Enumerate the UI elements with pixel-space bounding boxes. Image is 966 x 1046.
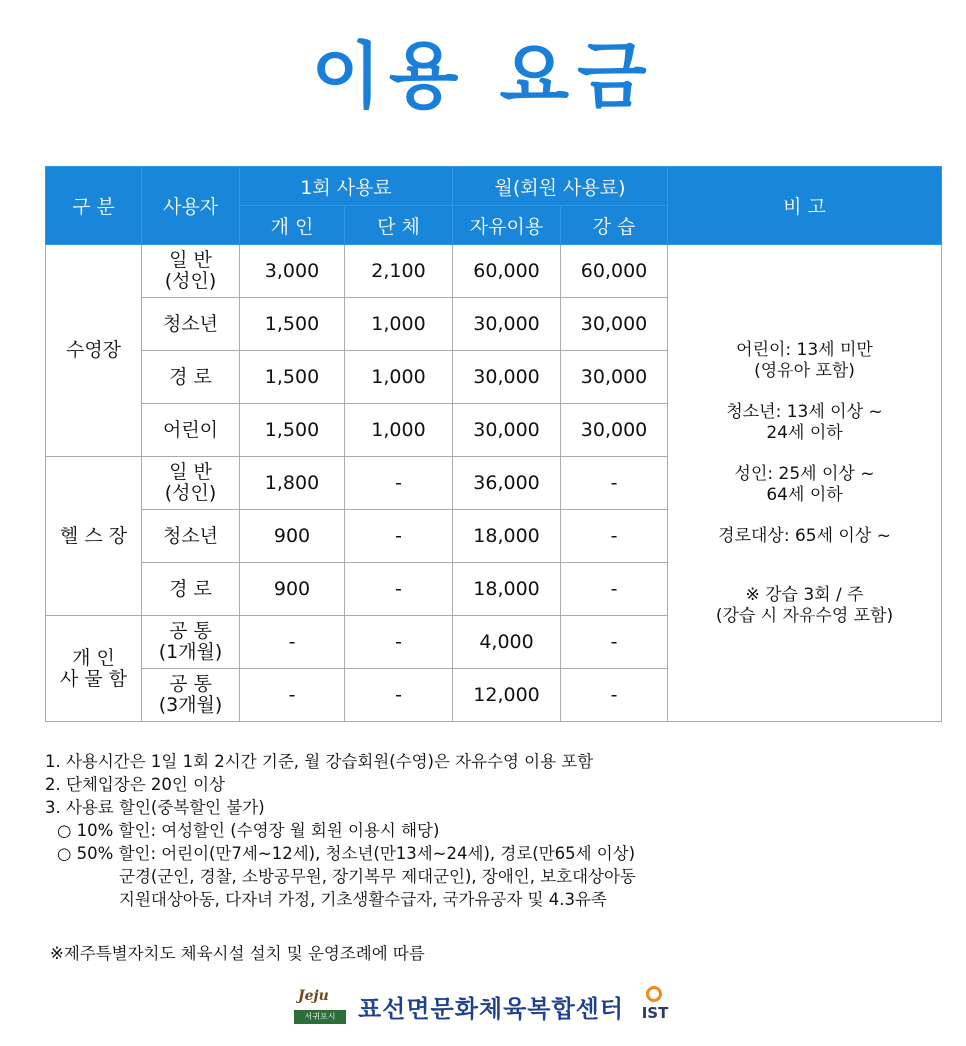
free-use-fee: 18,000 — [453, 563, 561, 616]
discount-50: ○ 50% 할인: 어린이(만7세~12세), 청소년(만13세~24세), 경로(만65세 이상) — [57, 844, 636, 863]
note-group-entry: 2. 단체입장은 20인 이상 — [45, 775, 225, 794]
group-fee: 2,100 — [345, 245, 453, 298]
fee-table — [45, 166, 942, 722]
individual-fee: - — [240, 669, 345, 722]
group-fee: 1,000 — [345, 404, 453, 457]
discount-10: ○ 10% 할인: 여성할인 (수영장 월 회원 이용시 해당) — [57, 821, 440, 840]
header-single-use: 1회 사용료 — [240, 167, 453, 206]
lesson-fee: 30,000 — [561, 351, 668, 404]
individual-fee: 1,500 — [240, 404, 345, 457]
user-cell: 어린이 — [142, 404, 240, 457]
user-cell: 공 통 (1개월) — [142, 616, 240, 669]
discount-50-cont2: 지원대상아동, 다자녀 가정, 기초생활수급자, 국가유공자 및 4.3유족 — [119, 890, 607, 909]
lesson-fee: 60,000 — [561, 245, 668, 298]
section-pool: 수영장 — [46, 245, 142, 457]
group-fee: - — [345, 669, 453, 722]
group-fee: 1,000 — [345, 351, 453, 404]
header-individual: 개 인 — [240, 206, 345, 245]
individual-fee: 1,500 — [240, 351, 345, 404]
group-fee: 1,000 — [345, 298, 453, 351]
group-fee: - — [345, 457, 453, 510]
remark-child: 어린이: 13세 미만 (영유아 포함) — [736, 339, 873, 381]
remark-lesson: ※ 강습 3회 / 주 (강습 시 자유수영 포함) — [715, 584, 894, 626]
individual-fee: 3,000 — [240, 245, 345, 298]
free-use-fee: 60,000 — [453, 245, 561, 298]
individual-fee: - — [240, 616, 345, 669]
free-use-fee: 36,000 — [453, 457, 561, 510]
individual-fee: 900 — [240, 563, 345, 616]
user-cell: 경 로 — [142, 351, 240, 404]
user-cell: 공 통 (3개월) — [142, 669, 240, 722]
footnotes — [45, 750, 945, 911]
remark-senior: 경로대상: 65세 이상 ~ — [718, 525, 891, 546]
jeju-logo: Jeju 서귀포시 — [294, 988, 346, 1024]
table-row — [46, 245, 942, 298]
header-lesson: 강 습 — [561, 206, 668, 245]
remarks-cell — [668, 245, 942, 722]
section-gym: 헬 스 장 — [46, 457, 142, 616]
ist-logo: IST — [638, 986, 672, 1026]
free-use-fee: 4,000 — [453, 616, 561, 669]
individual-fee: 900 — [240, 510, 345, 563]
remark-adult: 성인: 25세 이상 ~ 64세 이하 — [734, 463, 875, 505]
lesson-fee: 30,000 — [561, 404, 668, 457]
free-use-fee: 12,000 — [453, 669, 561, 722]
note-discount: 3. 사용료 할인(중복할인 불가) — [45, 798, 265, 817]
header-user: 사용자 — [142, 167, 240, 245]
header-monthly: 월(회원 사용료) — [453, 167, 668, 206]
user-cell: 일 반 (성인) — [142, 457, 240, 510]
header-free-use: 자유이용 — [453, 206, 561, 245]
user-cell: 일 반 (성인) — [142, 245, 240, 298]
lesson-fee: - — [561, 616, 668, 669]
user-cell: 경 로 — [142, 563, 240, 616]
remark-youth: 청소년: 13세 이상 ~ 24세 이하 — [726, 401, 883, 443]
free-use-fee: 18,000 — [453, 510, 561, 563]
free-use-fee: 30,000 — [453, 404, 561, 457]
note-usage-time: 1. 사용시간은 1일 1회 2시간 기준, 월 강습회원(수영)은 자유수영 이용 포함 — [45, 752, 594, 771]
group-fee: - — [345, 510, 453, 563]
group-fee: - — [345, 616, 453, 669]
header-category: 구 분 — [46, 167, 142, 245]
ordinance-note: ※제주특별자치도 체육시설 설치 및 운영조례에 따름 — [50, 944, 425, 963]
user-cell: 청소년 — [142, 510, 240, 563]
header-group: 단 체 — [345, 206, 453, 245]
individual-fee: 1,500 — [240, 298, 345, 351]
discount-50-cont1: 군경(군인, 경찰, 소방공무원, 장기복무 제대군인), 장애인, 보호대상아동 — [119, 867, 636, 886]
lesson-fee: - — [561, 563, 668, 616]
section-locker: 개 인 사 물 함 — [46, 616, 142, 722]
lesson-fee: - — [561, 510, 668, 563]
individual-fee: 1,800 — [240, 457, 345, 510]
center-name: 표선면문화체육복합센터 — [357, 994, 625, 1023]
lesson-fee: - — [561, 457, 668, 510]
footer — [0, 984, 966, 1028]
free-use-fee: 30,000 — [453, 351, 561, 404]
header-remarks: 비 고 — [668, 167, 942, 245]
lesson-fee: 30,000 — [561, 298, 668, 351]
user-cell: 청소년 — [142, 298, 240, 351]
free-use-fee: 30,000 — [453, 298, 561, 351]
group-fee: - — [345, 563, 453, 616]
lesson-fee: - — [561, 669, 668, 722]
page-title: 이용 요금 — [311, 34, 655, 118]
